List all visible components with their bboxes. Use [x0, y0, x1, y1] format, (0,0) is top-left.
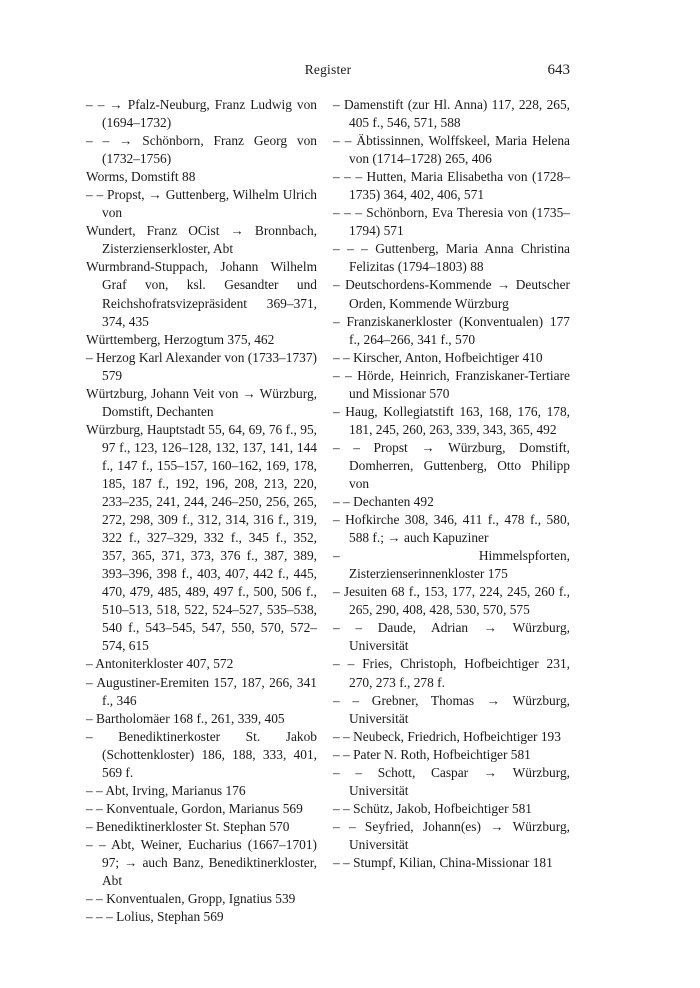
index-entry: Würtzburg, Johann Veit von → Würzburg, Domstift, Dechanten — [86, 385, 317, 419]
index-entry: – – Stumpf, Kilian, China-Missionar 181 — [333, 854, 553, 870]
index-entry: – Bartholomäer 168 f., 261, 339, 405 — [86, 710, 285, 726]
index-entry: – – Pater N. Roth, Hofbeichtiger 581 — [333, 746, 531, 762]
index-entry: – – Konventualen, Gropp, Ignatius 539 — [86, 891, 296, 907]
index-entry: – – Hörde, Heinrich, Franziskaner-Tertiare und Missionar 570 — [333, 367, 570, 401]
page-header — [86, 62, 570, 82]
index-entry: – Jesuiten 68 f., 153, 177, 224, 245, 260 f., 265, 290, 408, 428, 530, 570, 575 — [333, 584, 570, 618]
index-entry: – – Abt, Irving, Marianus 176 — [86, 782, 246, 798]
index-entry: – – Äbtissinnen, Wolffskeel, Maria Helena von (1714–1728) 265, 406 — [333, 133, 570, 167]
index-entry: – Benediktinerkloster St. Stephan 570 — [86, 818, 290, 834]
page-number: 643 — [547, 62, 570, 78]
index-entry: – Deutschordens-Kommende → Deutscher Orden, Kommende Würzburg — [333, 277, 570, 311]
index-column-left — [86, 96, 317, 926]
index-entry: Würzburg, Hauptstadt 55, 64, 69, 76 f., 95, 97 f., 123, 126–128, 132, 137, 141, 144 f., 147 f., 155–157, 160–162, 169, 178, 185, 187 f., 192, 196, 208, 213, 220, 233–235, 241, 244, 246–250, 256, 265, 272, 298, 309 f., 312, 314, 316 f., 319, 322 f., 327–329, 332 f., 345 f., 352, 357, 365, 371, 373, 376 f., 387, 389, 393–396, 398 f., 403, 407, 442 f., 445, 470, 479, 485, 489, 497 f., 500, 506 f., 510–513, 518, 522, 524–527, 535–538, 540 f., 543–545, 547, 550, 570, 572–574, 615 — [86, 421, 317, 654]
index-entry: – – Schott, Caspar → Würzburg, Universität — [333, 764, 570, 798]
index-entry: – Hofkirche 308, 346, 411 f., 478 f., 580, 588 f.; → auch Kapuziner — [333, 512, 570, 546]
index-entry: – – – Guttenberg, Maria Anna Christina Felizitas (1794–1803) 88 — [333, 241, 570, 275]
index-entry: – – – Hutten, Maria Elisabetha von (1728–1735) 364, 402, 406, 571 — [333, 169, 570, 203]
index-entry: – – Konventuale, Gordon, Marianus 569 — [86, 800, 303, 816]
index-entry: – – Dechanten 492 — [333, 494, 434, 510]
index-entry: – – – Schönborn, Eva Theresia von (1735–1794) 571 — [333, 205, 570, 239]
index-entry: – – Propst → Würzburg, Domstift, Domherren, Guttenberg, Otto Philipp von — [333, 439, 570, 491]
running-title: Register — [304, 62, 352, 77]
index-entry: – – Propst, → Guttenberg, Wilhelm Ulrich von — [86, 187, 317, 221]
index-entry: – Benediktinerkoster St. Jakob (Schottenkloster) 186, 188, 333, 401, 569 f. — [86, 728, 317, 780]
index-entry: – Augustiner-Eremiten 157, 187, 266, 341 f., 346 — [86, 674, 317, 708]
index-entry: Wundert, Franz OCist → Bronnbach, Zisterzienserkloster, Abt — [86, 223, 317, 257]
index-entry: – – Grebner, Thomas → Würzburg, Universität — [333, 692, 570, 726]
index-entry: – – → Pfalz-Neuburg, Franz Ludwig von (1694–1732) — [86, 97, 317, 131]
index-entry: – Haug, Kollegiatstift 163, 168, 176, 178, 181, 245, 260, 263, 339, 343, 365, 492 — [333, 403, 570, 437]
index-entry: – – Abt, Weiner, Eucharius (1667–1701) 97; → auch Banz, Benediktinerkloster, Abt — [86, 836, 317, 889]
index-entry: – Damenstift (zur Hl. Anna) 117, 228, 265, 405 f., 546, 571, 588 — [333, 97, 570, 131]
index-entry: – – Schütz, Jakob, Hofbeichtiger 581 — [333, 800, 532, 816]
index-entry: – – Daude, Adrian → Würzburg, Universität — [333, 620, 570, 654]
index-entry: – Himmelspforten, Zisterzienserinnenkloster 175 — [333, 548, 570, 582]
index-column-right — [333, 96, 570, 872]
index-entry: Worms, Domstift 88 — [86, 169, 196, 185]
index-entry: – – – Lolius, Stephan 569 — [86, 909, 224, 925]
index-entry: Wurmbrand-Stuppach, Johann Wilhelm Graf von, ksl. Gesandter und Reichshofratsvizepräsident 369–371, 374, 435 — [86, 259, 317, 329]
index-entry: – – → Schönborn, Franz Georg von (1732–1756) — [86, 133, 317, 167]
index-entry: – Franziskanerkloster (Konventualen) 177 f., 264–266, 341 f., 570 — [333, 313, 570, 347]
index-entry: – – Neubeck, Friedrich, Hofbeichtiger 193 — [333, 728, 561, 744]
index-entry: Württemberg, Herzogtum 375, 462 — [86, 331, 275, 347]
index-entry: – – Fries, Christoph, Hofbeichtiger 231, 270, 273 f., 278 f. — [333, 656, 570, 690]
index-entry: – Herzog Karl Alexander von (1733–1737) 579 — [86, 349, 317, 383]
index-entry: – – Seyfried, Johann(es) → Würzburg, Universität — [333, 818, 570, 852]
index-entry: – – Kirscher, Anton, Hofbeichtiger 410 — [333, 349, 543, 365]
index-entry: – Antoniterkloster 407, 572 — [86, 656, 234, 672]
